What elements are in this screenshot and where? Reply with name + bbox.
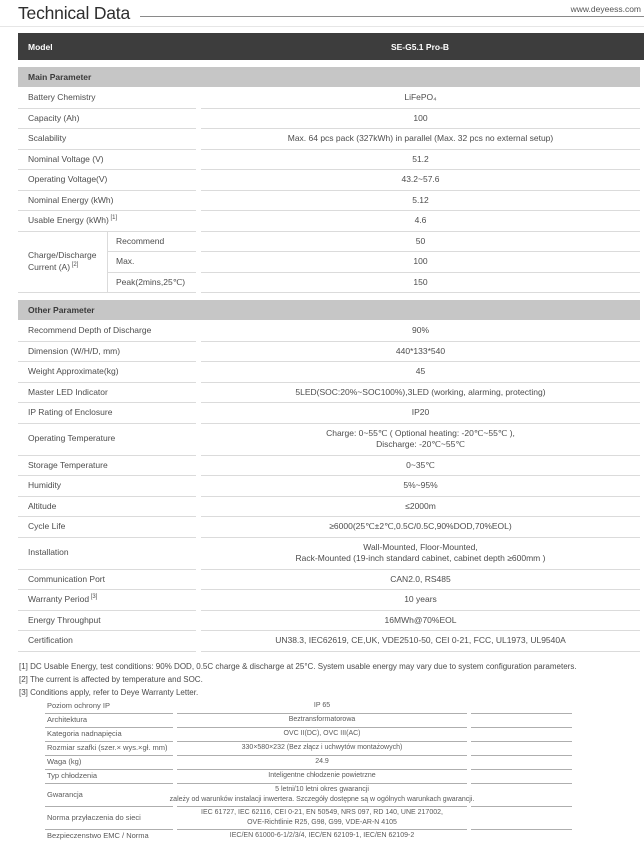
pl-spec-value bbox=[177, 770, 467, 784]
pl-empty-cell bbox=[471, 784, 572, 807]
spec-subrow bbox=[107, 273, 640, 294]
spec-value-line: Discharge: -20℃~55℃ bbox=[376, 439, 465, 449]
pl-spec-value-line: 330×580×232 (Bez złącz i uchwytów montażowych) bbox=[241, 744, 403, 752]
spec-value bbox=[201, 570, 640, 591]
spec-value bbox=[201, 611, 640, 632]
spec-value-line: 45 bbox=[415, 366, 426, 376]
spec-value bbox=[201, 211, 640, 232]
footnote-line: [3] Conditions apply, refer to Deye Warranty Letter. bbox=[19, 687, 199, 697]
website-url: www.deyeess.com bbox=[570, 4, 641, 14]
spec-value bbox=[201, 538, 640, 570]
section-title: Main Parameter bbox=[28, 72, 92, 82]
spec-table bbox=[18, 67, 640, 652]
pl-spec-label: Poziom ochrony IP bbox=[45, 700, 173, 714]
spec-value bbox=[201, 88, 640, 109]
footnote-ref: [2] bbox=[70, 261, 79, 268]
spec-value-line: ≤2000m bbox=[405, 500, 436, 511]
spec-value-line: Charge: 0~55℃ ( Optional heating: -20℃~55℃ ), bbox=[326, 427, 515, 438]
pl-spec-label: Gwarancja bbox=[45, 784, 173, 807]
spec-value bbox=[201, 342, 640, 363]
spec-label bbox=[18, 590, 196, 611]
spec-label-text: Battery Chemistry bbox=[28, 92, 96, 102]
spec-subrows bbox=[107, 232, 640, 294]
spec-row bbox=[18, 517, 640, 538]
spec-row bbox=[18, 590, 640, 611]
pl-spec-label: Waga (kg) bbox=[45, 756, 173, 770]
pl-spec-value-line: Inteligentne chłodzenie powietrzne bbox=[268, 772, 376, 780]
pl-spec-value bbox=[177, 714, 467, 728]
spec-label bbox=[18, 362, 196, 383]
spec-value bbox=[201, 403, 640, 424]
pl-spec-label: Rozmiar szafki (szer.× wys.×gł. mm) bbox=[45, 742, 173, 756]
spec-value bbox=[201, 383, 640, 404]
spec-label-text: Recommend Depth of Discharge bbox=[28, 325, 152, 335]
spec-label-text: Storage Temperature bbox=[28, 459, 108, 470]
pl-spec-value-line: 5 letni/10 letni okres gwarancji bbox=[275, 786, 369, 793]
spec-value-line: IP20 bbox=[411, 407, 430, 417]
pl-spec-row bbox=[45, 807, 572, 830]
spec-label-text: Weight Approximate(kg) bbox=[28, 366, 119, 376]
spec-value bbox=[201, 424, 640, 456]
section-header bbox=[18, 67, 640, 87]
pl-empty-cell bbox=[471, 830, 572, 841]
pl-spec-row bbox=[45, 728, 572, 742]
spec-value-line: 150 bbox=[413, 276, 428, 287]
spec-label bbox=[18, 191, 196, 212]
pl-spec-value-line: OVE-Richtlinie R25, G98, G99, VDE-AR-N 4105 bbox=[247, 818, 397, 826]
spec-label-text: Master LED Indicator bbox=[28, 386, 108, 397]
spec-row bbox=[18, 129, 640, 150]
spec-label bbox=[18, 611, 196, 632]
spec-label-text: Warranty Period [3] bbox=[28, 594, 98, 604]
spec-value-line: 4.6 bbox=[414, 215, 427, 225]
pl-spec-value bbox=[177, 807, 467, 830]
spec-value bbox=[201, 191, 640, 212]
spec-label bbox=[18, 342, 196, 363]
pl-spec-row bbox=[45, 742, 572, 756]
pl-empty-cell bbox=[471, 756, 572, 770]
pl-spec-table bbox=[45, 700, 572, 841]
spec-value bbox=[201, 321, 640, 342]
spec-value-line: Wall-Mounted, Floor-Mounted, bbox=[363, 541, 478, 552]
footnotes bbox=[19, 660, 640, 699]
spec-label bbox=[18, 456, 196, 477]
pl-spec-value bbox=[177, 728, 467, 742]
spec-label-text: Communication Port bbox=[28, 573, 106, 584]
spec-row bbox=[18, 424, 640, 456]
pl-spec-value-line: IEC/EN 61000-6-1/2/3/4, IEC/EN 62109-1, IEC/EN 62109-2 bbox=[229, 832, 415, 840]
pl-spec-row bbox=[45, 830, 572, 841]
spec-value bbox=[201, 517, 640, 538]
footnote-ref: [3] bbox=[89, 594, 98, 601]
spec-label bbox=[18, 517, 196, 538]
spec-value bbox=[201, 631, 640, 652]
spec-label bbox=[18, 631, 196, 652]
pl-spec-value-line: zależy od warunków instalacji inwertera. Szczegóły dostępne są w ogólnych warunkach gwarancji. bbox=[169, 795, 475, 803]
spec-label-text: IP Rating of Enclosure bbox=[28, 407, 113, 417]
spec-row bbox=[18, 150, 640, 171]
spec-label bbox=[18, 424, 196, 456]
section-header bbox=[18, 300, 640, 320]
spec-label bbox=[18, 538, 196, 570]
spec-value-line: 5%~95% bbox=[403, 480, 438, 490]
spec-value bbox=[201, 590, 640, 611]
model-bar bbox=[18, 33, 644, 60]
section-title: Other Parameter bbox=[28, 305, 95, 315]
footnote-line: [1] DC Usable Energy, test conditions: 90% DOD, 0.5C charge & discharge at 25°C. System usable energy may vary due to system configuration parameters. bbox=[19, 661, 577, 671]
spec-label-text: Installation bbox=[28, 547, 69, 558]
spec-label-text: Operating Voltage(V) bbox=[28, 174, 108, 184]
pl-spec-row bbox=[45, 700, 572, 714]
spec-value-line: 5LED(SOC:20%~SOC100%),3LED (working, alarming, protecting) bbox=[295, 386, 546, 397]
spec-sublabel: Max. bbox=[107, 252, 196, 273]
spec-label bbox=[18, 321, 196, 342]
pl-spec-label: Bezpieczenstwo EMC / Norma bbox=[45, 830, 173, 841]
spec-label bbox=[18, 109, 196, 130]
page-title: Technical Data bbox=[18, 3, 130, 23]
spec-row-group bbox=[18, 232, 640, 294]
spec-value-line: 0~35℃ bbox=[406, 459, 435, 470]
model-label: Model bbox=[28, 41, 53, 52]
spec-value bbox=[201, 456, 640, 477]
spec-row bbox=[18, 538, 640, 570]
spec-row bbox=[18, 383, 640, 404]
pl-empty-cell bbox=[471, 770, 572, 784]
page-header bbox=[0, 0, 644, 30]
spec-label bbox=[18, 383, 196, 404]
spec-row bbox=[18, 342, 640, 363]
pl-spec-value bbox=[177, 700, 467, 714]
pl-spec-value-line: IP 65 bbox=[313, 702, 331, 710]
spec-value bbox=[201, 497, 640, 518]
spec-label-text: Dimension (W/H/D, mm) bbox=[28, 345, 121, 356]
spec-label-text: Altitude bbox=[28, 500, 57, 511]
spec-label bbox=[18, 570, 196, 591]
spec-label bbox=[18, 497, 196, 518]
model-value: SE-G5.1 Pro-B bbox=[390, 41, 450, 52]
pl-spec-label: Architektura bbox=[45, 714, 173, 728]
spec-label bbox=[18, 150, 196, 171]
spec-value-line: ≥6000(25℃±2℃,0.5C/0.5C,90%DOD,70%EOL) bbox=[329, 521, 512, 531]
spec-sublabel: Peak(2mins,25℃) bbox=[107, 273, 196, 294]
spec-label-text: Usable Energy (kWh) [1] bbox=[28, 215, 118, 225]
spec-value-line: 100 bbox=[413, 256, 428, 266]
pl-spec-row bbox=[45, 784, 572, 807]
spec-label bbox=[18, 403, 196, 424]
spec-value-line: Rack-Mounted (19-inch standard cabinet, cabinet depth ≥600mm ) bbox=[295, 553, 546, 563]
spec-row bbox=[18, 497, 640, 518]
spec-value-line: UN38.3, IEC62619, CE,UK, VDE2510-50, CEI 0-21, FCC, UL1973, UL9540A bbox=[275, 635, 566, 645]
pl-empty-cell bbox=[471, 714, 572, 728]
spec-value-line: 10 years bbox=[404, 594, 437, 604]
spec-label-text: Certification bbox=[28, 635, 73, 645]
spec-label-text: Capacity (Ah) bbox=[28, 112, 80, 123]
spec-value bbox=[201, 273, 640, 294]
pl-empty-cell bbox=[471, 742, 572, 756]
spec-subrow bbox=[107, 232, 640, 253]
pl-spec-value-line: OVC II(DC), OVC III(AC) bbox=[283, 730, 361, 738]
spec-value bbox=[201, 362, 640, 383]
spec-label bbox=[18, 211, 196, 232]
pl-spec-row bbox=[45, 714, 572, 728]
spec-label-text: Nominal Energy (kWh) bbox=[28, 194, 114, 205]
pl-spec-row bbox=[45, 756, 572, 770]
spec-row bbox=[18, 403, 640, 424]
spec-label-text: Cycle Life bbox=[28, 521, 66, 531]
spec-subrow bbox=[107, 252, 640, 273]
spec-value-line: 16MWh@70%EOL bbox=[384, 614, 457, 625]
pl-empty-cell bbox=[471, 728, 572, 742]
spec-value-line: 5.12 bbox=[412, 194, 429, 205]
pl-spec-value-line: IEC 61727, IEC 62116, CEI 0-21, EN 50549, NRS 097, RD 140, UNE 217002, bbox=[201, 809, 443, 816]
spec-row bbox=[18, 570, 640, 591]
pl-spec-value-line: Beztransformatorowa bbox=[288, 716, 356, 724]
spec-value bbox=[201, 252, 640, 273]
pl-spec-label: Kategoria nadnapięcia bbox=[45, 728, 173, 742]
spec-group-label-line: Charge/Discharge bbox=[28, 250, 97, 261]
spec-label bbox=[18, 88, 196, 109]
spec-value-line: 440*133*540 bbox=[395, 345, 446, 356]
spec-label-text: Operating Temperature bbox=[28, 433, 116, 444]
spec-row bbox=[18, 611, 640, 632]
header-divider-line bbox=[140, 16, 644, 17]
spec-value bbox=[201, 129, 640, 150]
spec-row bbox=[18, 109, 640, 130]
spec-value-line: 43.2~57.6 bbox=[401, 174, 440, 184]
pl-spec-value bbox=[177, 742, 467, 756]
spec-row bbox=[18, 456, 640, 477]
pl-spec-value bbox=[177, 756, 467, 770]
spec-label-text: Energy Throughput bbox=[28, 614, 101, 625]
spec-row bbox=[18, 211, 640, 232]
spec-label bbox=[18, 129, 196, 150]
spec-row bbox=[18, 170, 640, 191]
spec-row bbox=[18, 88, 640, 109]
spec-row bbox=[18, 631, 640, 652]
spec-label bbox=[18, 170, 196, 191]
pl-empty-cell bbox=[471, 700, 572, 714]
spec-label-text: Scalability bbox=[28, 133, 67, 143]
pl-spec-label: Typ chłodzenia bbox=[45, 770, 173, 784]
spec-row bbox=[18, 362, 640, 383]
spec-value-line: 100 bbox=[413, 112, 428, 123]
pl-spec-value-line: 24.9 bbox=[315, 758, 329, 766]
spec-label bbox=[18, 476, 196, 497]
pl-spec-value bbox=[169, 784, 475, 807]
pl-empty-cell bbox=[471, 807, 572, 830]
spec-value bbox=[201, 170, 640, 191]
spec-value-line: CAN2.0, RS485 bbox=[390, 573, 451, 584]
spec-value-line: 90% bbox=[411, 325, 429, 335]
spec-value-line: 51.2 bbox=[412, 153, 429, 164]
spec-value-line: Max. 64 pcs pack (327kWh) in parallel (Max. 32 pcs no external setup) bbox=[287, 133, 554, 143]
spec-value bbox=[201, 232, 640, 253]
spec-label-text: Humidity bbox=[28, 480, 62, 490]
spec-value bbox=[201, 476, 640, 497]
footnote-ref: [1] bbox=[108, 215, 118, 222]
header-rule bbox=[0, 26, 644, 27]
spec-value bbox=[201, 109, 640, 130]
pl-spec-row bbox=[45, 770, 572, 784]
spec-value bbox=[201, 150, 640, 171]
spec-group-label bbox=[18, 232, 107, 294]
spec-value-line: LiFePO₄ bbox=[404, 92, 437, 102]
spec-row bbox=[18, 476, 640, 497]
spec-label-text: Nominal Voltage (V) bbox=[28, 153, 104, 164]
spec-row bbox=[18, 321, 640, 342]
pl-spec-label: Norma przyłaczenia do sieci bbox=[45, 807, 173, 830]
spec-row bbox=[18, 191, 640, 212]
pl-spec-value bbox=[177, 830, 467, 841]
footnote-line: [2] The current is affected by temperature and SOC. bbox=[19, 674, 203, 684]
spec-group-label-line: Current (A) [2] bbox=[28, 261, 79, 272]
spec-value-line: 50 bbox=[415, 235, 426, 246]
spec-sublabel: Recommend bbox=[107, 232, 196, 253]
